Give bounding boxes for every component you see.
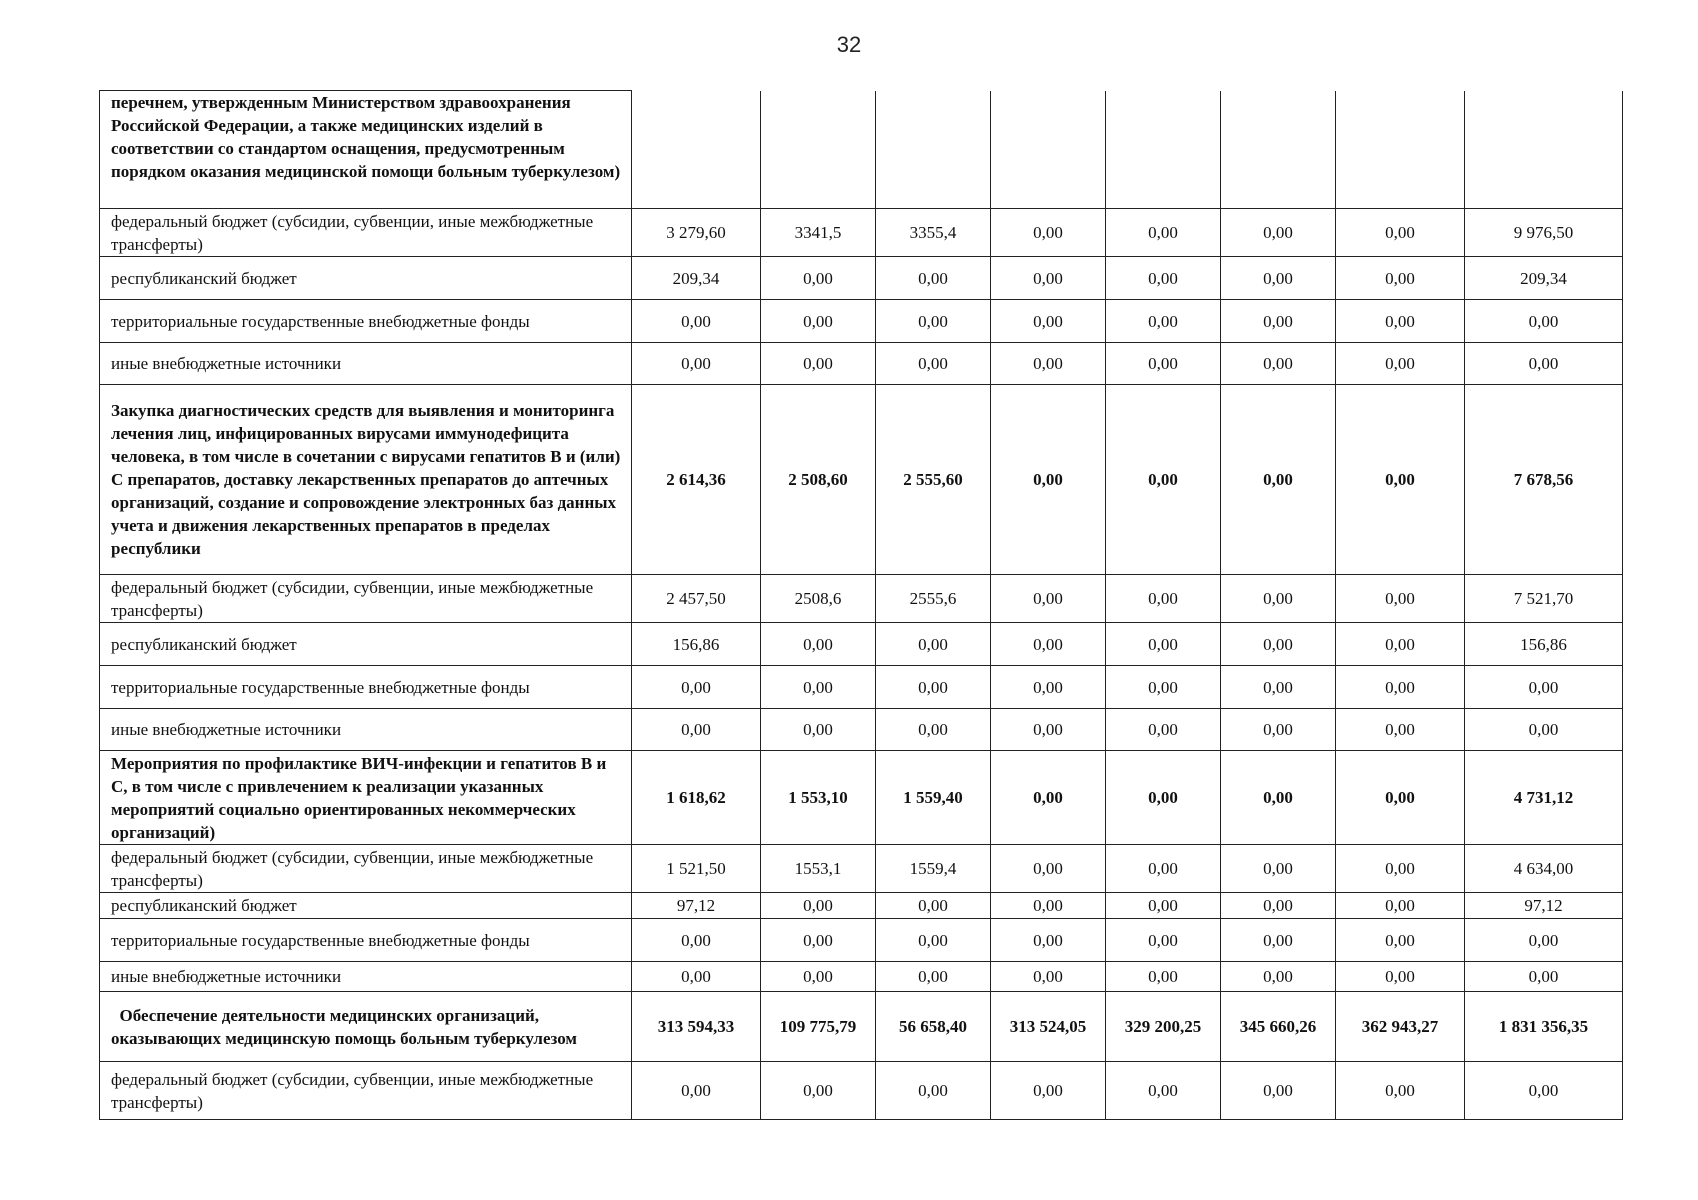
value-cell: 0,00 [761,623,876,666]
row-label: территориальные государственные внебюджетные фонды [100,919,632,962]
value-cell: 313 524,05 [991,992,1106,1062]
value-cell: 7 521,70 [1465,575,1623,623]
value-cell: 345 660,26 [1221,992,1336,1062]
value-cell: 0,00 [876,343,991,385]
value-cell: 0,00 [991,709,1106,751]
value-cell: 0,00 [1221,962,1336,992]
row-label: федеральный бюджет (субсидии, субвенции, иные межбюджетные трансферты) [100,575,632,623]
value-cell: 0,00 [761,343,876,385]
value-cell: 0,00 [991,962,1106,992]
value-cell: 156,86 [632,623,761,666]
value-cell: 0,00 [1106,257,1221,300]
value-cell [761,91,876,209]
value-cell: 0,00 [1336,209,1465,257]
table-row [100,893,1623,919]
value-cell: 1 553,10 [761,751,876,845]
value-cell: 0,00 [991,666,1106,709]
row-label: иные внебюджетные источники [100,962,632,992]
value-cell: 0,00 [1106,666,1221,709]
value-cell: 3355,4 [876,209,991,257]
row-label: федеральный бюджет (субсидии, субвенции, иные межбюджетные трансферты) [100,1062,632,1120]
table-row [100,91,1623,209]
value-cell [876,91,991,209]
value-cell: 362 943,27 [1336,992,1465,1062]
value-cell: 0,00 [1221,385,1336,575]
value-cell: 97,12 [1465,893,1623,919]
table-row [100,962,1623,992]
value-cell: 0,00 [876,300,991,343]
row-label: Закупка диагностических средств для выявления и мониторинга лечения лиц, инфицированных вирусами иммунодефицита человека, в том числе в сочетании с вирусами гепатитов В и (или) С препаратов, доставку лекарственных препаратов до аптечных организаций, создание и сопровождение электронных баз данных учета и движения лекарственных препаратов в пределах республики [100,385,632,575]
value-cell: 0,00 [1221,575,1336,623]
value-cell: 2 614,36 [632,385,761,575]
value-cell: 0,00 [1221,709,1336,751]
value-cell: 0,00 [991,751,1106,845]
value-cell: 209,34 [632,257,761,300]
table-row [100,666,1623,709]
row-label: республиканский бюджет [100,257,632,300]
value-cell: 0,00 [1221,623,1336,666]
value-cell: 0,00 [1336,666,1465,709]
row-label: федеральный бюджет (субсидии, субвенции, иные межбюджетные трансферты) [100,209,632,257]
table-row [100,1062,1623,1120]
value-cell: 0,00 [876,1062,991,1120]
value-cell: 0,00 [1106,300,1221,343]
value-cell: 0,00 [1465,709,1623,751]
table-row [100,343,1623,385]
row-label: территориальные государственные внебюджетные фонды [100,300,632,343]
value-cell: 0,00 [1106,623,1221,666]
value-cell: 0,00 [1221,343,1336,385]
value-cell: 0,00 [1106,575,1221,623]
value-cell: 0,00 [1106,343,1221,385]
value-cell: 0,00 [761,257,876,300]
value-cell: 0,00 [632,300,761,343]
value-cell: 0,00 [876,257,991,300]
value-cell: 0,00 [1106,893,1221,919]
value-cell: 0,00 [991,257,1106,300]
row-label: территориальные государственные внебюджетные фонды [100,666,632,709]
value-cell: 0,00 [632,1062,761,1120]
value-cell: 2 457,50 [632,575,761,623]
value-cell: 0,00 [761,893,876,919]
value-cell: 0,00 [1106,751,1221,845]
value-cell: 0,00 [991,1062,1106,1120]
row-label: иные внебюджетные источники [100,709,632,751]
value-cell: 0,00 [991,385,1106,575]
row-label: республиканский бюджет [100,623,632,666]
table-body [100,91,1623,1120]
value-cell: 0,00 [632,709,761,751]
value-cell: 0,00 [876,893,991,919]
value-cell: 2555,6 [876,575,991,623]
value-cell: 0,00 [991,575,1106,623]
value-cell: 1 831 356,35 [1465,992,1623,1062]
value-cell: 0,00 [1221,209,1336,257]
value-cell: 0,00 [991,845,1106,893]
value-cell: 2508,6 [761,575,876,623]
value-cell: 2 555,60 [876,385,991,575]
value-cell: 209,34 [1465,257,1623,300]
value-cell: 0,00 [876,623,991,666]
value-cell: 0,00 [1106,919,1221,962]
value-cell [1106,91,1221,209]
value-cell: 0,00 [1465,343,1623,385]
row-label: Обеспечение деятельности медицинских организаций, оказывающих медицинскую помощь больным туберкулезом [100,992,632,1062]
value-cell: 0,00 [991,893,1106,919]
value-cell: 4 731,12 [1465,751,1623,845]
table-row [100,623,1623,666]
value-cell: 0,00 [1336,300,1465,343]
value-cell [1336,91,1465,209]
table-row [100,300,1623,343]
value-cell: 0,00 [1221,666,1336,709]
value-cell: 0,00 [761,919,876,962]
value-cell: 0,00 [1106,1062,1221,1120]
row-label: республиканский бюджет [100,893,632,919]
value-cell: 0,00 [991,919,1106,962]
value-cell: 4 634,00 [1465,845,1623,893]
row-label: перечнем, утвержденным Министерством здравоохранения Российской Федерации, а также медицинских изделий в соответствии со стандартом оснащения, предусмотренным порядком оказания медицинской помощи больным туберкулезом) [100,91,632,209]
value-cell [632,91,761,209]
value-cell: 0,00 [761,666,876,709]
value-cell: 0,00 [632,919,761,962]
value-cell: 0,00 [1221,919,1336,962]
value-cell: 0,00 [1221,845,1336,893]
value-cell: 0,00 [876,962,991,992]
value-cell: 0,00 [1106,709,1221,751]
value-cell: 1 559,40 [876,751,991,845]
value-cell: 9 976,50 [1465,209,1623,257]
value-cell: 0,00 [1465,666,1623,709]
value-cell: 2 508,60 [761,385,876,575]
value-cell: 0,00 [761,1062,876,1120]
value-cell: 0,00 [1465,962,1623,992]
value-cell: 0,00 [761,300,876,343]
value-cell: 1553,1 [761,845,876,893]
value-cell: 0,00 [1221,1062,1336,1120]
value-cell: 1 521,50 [632,845,761,893]
value-cell: 0,00 [1336,751,1465,845]
value-cell: 0,00 [1106,385,1221,575]
value-cell: 0,00 [761,962,876,992]
value-cell: 0,00 [1221,893,1336,919]
value-cell: 0,00 [1106,962,1221,992]
value-cell: 0,00 [1336,623,1465,666]
value-cell: 0,00 [876,666,991,709]
value-cell: 1 618,62 [632,751,761,845]
value-cell: 109 775,79 [761,992,876,1062]
table-row [100,845,1623,893]
value-cell: 0,00 [876,919,991,962]
row-label: Мероприятия по профилактике ВИЧ-инфекции и гепатитов В и С, в том числе с привлечением к реализации указанных мероприятий социально ориентированных некоммерческих организаций) [100,751,632,845]
row-label: иные внебюджетные источники [100,343,632,385]
value-cell: 0,00 [1336,919,1465,962]
value-cell: 0,00 [991,343,1106,385]
table-row [100,575,1623,623]
value-cell: 313 594,33 [632,992,761,1062]
value-cell: 0,00 [1336,385,1465,575]
value-cell [1221,91,1336,209]
value-cell: 0,00 [1106,845,1221,893]
table-row [100,709,1623,751]
value-cell: 0,00 [991,623,1106,666]
value-cell: 0,00 [1221,300,1336,343]
value-cell: 0,00 [1336,575,1465,623]
value-cell: 97,12 [632,893,761,919]
value-cell: 0,00 [1465,1062,1623,1120]
budget-table [99,90,1623,1120]
value-cell: 3 279,60 [632,209,761,257]
table-row [100,992,1623,1062]
value-cell [991,91,1106,209]
value-cell: 0,00 [1221,751,1336,845]
value-cell: 156,86 [1465,623,1623,666]
value-cell: 0,00 [761,709,876,751]
value-cell: 0,00 [1336,893,1465,919]
value-cell: 0,00 [991,300,1106,343]
row-label: федеральный бюджет (субсидии, субвенции, иные межбюджетные трансферты) [100,845,632,893]
value-cell: 0,00 [991,209,1106,257]
value-cell: 0,00 [1336,962,1465,992]
value-cell: 0,00 [1221,257,1336,300]
value-cell [1465,91,1623,209]
page-number: 32 [836,32,862,57]
table-row [100,919,1623,962]
table-row [100,751,1623,845]
value-cell: 0,00 [1336,845,1465,893]
value-cell: 1559,4 [876,845,991,893]
value-cell: 7 678,56 [1465,385,1623,575]
table-row [100,257,1623,300]
value-cell: 56 658,40 [876,992,991,1062]
value-cell: 329 200,25 [1106,992,1221,1062]
value-cell: 0,00 [1465,300,1623,343]
value-cell: 0,00 [632,666,761,709]
value-cell: 3341,5 [761,209,876,257]
value-cell: 0,00 [1336,343,1465,385]
value-cell: 0,00 [1336,709,1465,751]
value-cell: 0,00 [876,709,991,751]
value-cell: 0,00 [1336,257,1465,300]
value-cell: 0,00 [632,962,761,992]
value-cell: 0,00 [632,343,761,385]
table-row [100,209,1623,257]
value-cell: 0,00 [1465,919,1623,962]
table-row [100,385,1623,575]
value-cell: 0,00 [1336,1062,1465,1120]
value-cell: 0,00 [1106,209,1221,257]
